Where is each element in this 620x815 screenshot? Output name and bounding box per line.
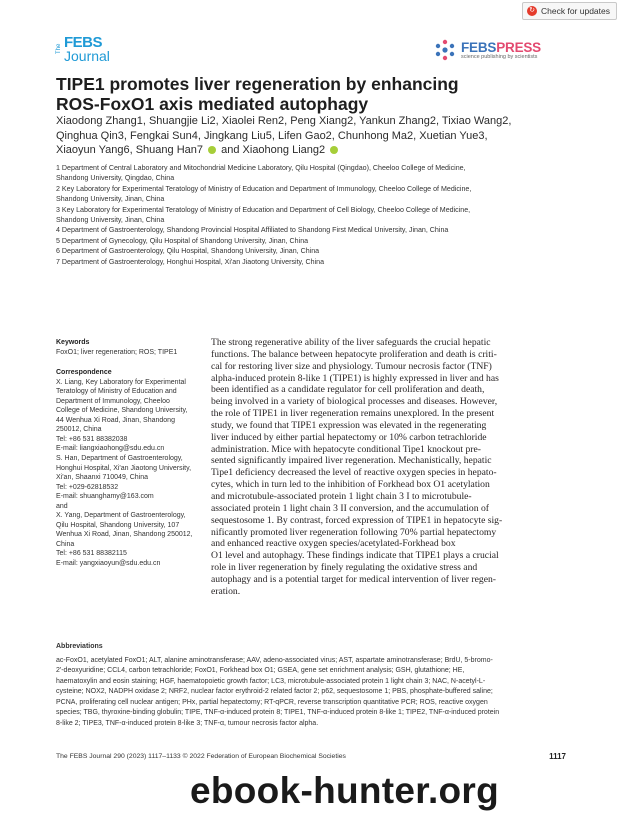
press-name-a: FEBS	[461, 40, 497, 55]
abstract-line: autophagy and is a potential target for medical intervention of liver regen-	[211, 573, 496, 585]
correspondence-line: Qilu Hospital, Shandong University, 107	[56, 521, 180, 529]
refresh-icon: ↻	[527, 6, 537, 16]
keywords-text: FoxO1; liver regeneration; ROS; TIPE1	[56, 348, 178, 356]
abstract-line: functions. The balance between hepatocyte proliferation and death is criti-	[211, 348, 497, 360]
abstract-line: and microtubule-associated protein 1 light chain 3 I to microtubule-	[211, 490, 472, 502]
affiliation-line: Shandong University, Jinan, China	[56, 216, 165, 225]
author-list	[56, 114, 576, 158]
authors-line-3b: and Xiaohong Liang2	[221, 144, 326, 156]
correspondence-line: Teratology of Ministry of Education and	[56, 388, 177, 396]
affiliation-line: 3 Key Laboratory for Experimental Teratology of Ministry of Education and Department of Cell Biology, Cheeloo College of Medicine,	[56, 205, 471, 214]
abbreviations-line: species; TBG, thyroxine-binding globulin; TIPE, TNF-α-induced protein 8; TIPE1, TNF-α-induced protein 8-like 1; TIPE2, TNF-α-induced protein	[56, 709, 500, 716]
title-line-2: ROS-FoxO1 axis mediated autophagy	[56, 94, 369, 114]
correspondence-line: Honghui Hospital, Xi'an Jiaotong University,	[56, 464, 192, 472]
abstract-line: study, we found that TIPE1 expression was elevated in the regenerating	[211, 419, 487, 431]
abstract-line: role in liver regeneration by finely regulating the oxidative stress and	[211, 562, 478, 574]
correspondence-line: Wenhua Xi Road, Jinan, Shandong 250012,	[56, 531, 193, 539]
abstract-line: sequestosome 1. By contrast, forced expression of TIPE1 in hepatocyte sig-	[211, 514, 503, 526]
abbreviations	[56, 642, 566, 729]
sidebar-metadata	[56, 338, 206, 569]
affiliation-line: 4 Department of Gastroenterology, Shandong Provincial Hospital Affiliated to Shandong First Medical University, Jinan, China	[56, 226, 449, 235]
abstract-line: cytes, which in turn led to the inhibition of Forkhead box O1 acetylation	[211, 479, 490, 491]
abstract-line: Tipe1 deficiency decreased the level of reactive oxygen species in hepato-	[211, 467, 497, 479]
abstract-line: and enhanced reactive oxygen species/acetylated-Forkhead box	[211, 538, 456, 550]
check-for-updates-button[interactable]	[522, 2, 617, 20]
febs-press-dots-icon	[434, 39, 456, 61]
correspondence-email[interactable]: E-mail: yangxiaoyun@sdu.edu.cn	[56, 560, 161, 568]
page-footer: The FEBS Journal 290 (2023) 1117–1133 © 2022 Federation of European Biochemical Societies	[56, 753, 346, 760]
watermark-text: ebook-hunter.org	[190, 770, 500, 811]
abstract-line: alpha-induced protein 8-like 1 (TIPE1) is highly expressed in liver and has	[211, 372, 499, 384]
correspondence-line: Tel: +86 531 88382038	[56, 435, 128, 443]
correspondence-line: S. Han, Department of Gastroenterology,	[56, 455, 183, 463]
abstract-line: O1 level and autophagy. These findings indicate that TIPE1 plays a crucial	[211, 550, 499, 562]
abstract-line: being involved in a variety of biological processes and diseases. However,	[211, 396, 498, 408]
correspondence-email[interactable]: E-mail: liangxiaohong@sdu.edu.cn	[56, 445, 165, 453]
correspondence-line: 44 Wenhua Xi Road, Jinan, Shandong	[56, 416, 175, 424]
abbreviations-line: cysteine; NOX2, NADPH oxidase 2; NRF2, nuclear factor erythroid-2 related factor 2; p62, sequestosome 1; PBS, phosphate-buffered saline;	[56, 688, 493, 695]
abbreviations-line: 2'-deoxyuridine; CCL4, carbon tetrachloride; FoxO1, Forkhead box O1; GSEA, gene set enrichment analysis; GSH, glutathione; HE,	[56, 667, 465, 674]
page-number: 1117	[549, 752, 566, 761]
correspondence-line: and	[56, 502, 68, 510]
abstract-line: been identified as a candidate regulator for cell proliferation and death,	[211, 384, 485, 396]
affiliation-line: Shandong University, Qingdao, China	[56, 174, 175, 183]
correspondence-line: Department of Immunology, Cheeloo	[56, 397, 170, 405]
press-tagline: science publishing by scientists	[461, 54, 538, 60]
abbreviations-heading: Abbreviations	[56, 643, 103, 650]
affiliation-line: 6 Department of Gastroenterology, Qilu Hospital, Shandong University, Jinan, China	[56, 247, 320, 256]
abbreviations-line: haematoxylin and eosin staining; HGF, haematopoietic growth factor; LC3, microtubule-associated protein 1 light chain 3; NAC, N-acetyl-L-	[56, 677, 486, 685]
abstract-line: the role of TIPE1 in liver regeneration remains unexplored. In the present	[211, 408, 495, 420]
correspondence-line: Xi'an, Shaanxi 710049, China	[56, 474, 149, 482]
affiliation-line: Shandong University, Jinan, China	[56, 195, 165, 204]
authors-line-3	[56, 143, 576, 158]
affiliation-line: 2 Key Laboratory for Experimental Teratology of Ministry of Education and Department of Immunology, Cheeloo College of Medicine,	[56, 184, 472, 193]
febs-press-logo	[434, 36, 541, 64]
abstract-line: administration. Mice with hepatocyte conditional Tipe1 knockout pre-	[211, 443, 481, 455]
affiliation-line: 1 Department of Central Laboratory and Mitochondrial Medicine Laboratory, Qilu Hospital (Qingdao), Cheeloo College of Medicine,	[56, 164, 466, 172]
correspondence-line: X. Liang, Key Laboratory for Experimental	[56, 378, 186, 386]
abbreviations-line: 8-like 2; TIPE3, TNF-α-induced protein 8-like 3; TNF-α, tumour necrosis factor alpha.	[56, 719, 319, 727]
correspondence-line: China	[56, 540, 75, 548]
correspondence-line: Tel: +86 531 88382115	[56, 550, 127, 558]
journal-logo-the: The	[56, 43, 62, 54]
authors-line-3a: Xiaoyun Yang6, Shuang Han7	[56, 144, 203, 156]
abstract-line: The strong regenerative ability of the liver safeguards the crucial hepatic	[211, 337, 491, 348]
abstract	[211, 337, 563, 598]
correspondence-line: 250012, China	[56, 426, 102, 434]
correspondence-heading: Correspondence	[56, 369, 112, 377]
abstract-line: liver induced by either partial hepatectomy or 10% carbon tetrachloride	[211, 431, 487, 443]
orcid-icon[interactable]	[208, 146, 216, 154]
press-name-b: PRESS	[496, 40, 541, 55]
correspondence-line: College of Medicine, Shandong University,	[56, 407, 188, 415]
abstract-line: sented significantly impaired liver regeneration. Mechanistically, hepatic	[211, 455, 492, 467]
authors-line-2: Qinghua Qin3, Fengkai Sun4, Jingkang Liu5, Lifen Gao2, Chunhong Ma2, Xuetian Yue3,	[56, 129, 488, 142]
title-line-1: TIPE1 promotes liver regeneration by enhancing	[56, 74, 459, 94]
journal-logo-journal: Journal	[64, 48, 110, 64]
check-for-updates-label: Check for updates	[541, 6, 610, 16]
affiliations	[56, 163, 576, 267]
article-title	[56, 74, 496, 114]
correspondence-line: X. Yang, Department of Gastroenterology,	[56, 512, 186, 520]
orcid-icon[interactable]	[330, 146, 338, 154]
abstract-line: cal for restoring liver size and physiology. Tumour necrosis factor (TNF)	[211, 360, 492, 372]
keywords-heading: Keywords	[56, 339, 90, 346]
affiliation-line: 7 Department of Gastroenterology, Honghui Hospital, Xi'an Jiaotong University, China	[56, 257, 325, 266]
correspondence-line: Tel: +029-62818532	[56, 483, 119, 491]
affiliation-line: 5 Department of Gynecology, Qilu Hospital of Shandong University, Jinan, China	[56, 236, 309, 245]
journal-logo	[56, 34, 116, 64]
abbreviations-line: ac-FoxO1, acetylated FoxO1; ALT, alanine aminotransferase; AAV, adeno-associated virus; AST, aspartate aminotransferase; BrdU, 5-bromo-	[56, 656, 493, 664]
authors-line-1: Xiaodong Zhang1, Shuangjie Li2, Xiaolei Ren2, Peng Xiang2, Yankun Zhang2, Tixiao Wang2,	[56, 115, 512, 127]
abbreviations-line: PCNA, proliferating cell nuclear antigen; PHx, partial hepatectomy; RT-qPCR, reverse transcription quantitative PCR; ROS, reactive oxygen	[56, 698, 488, 706]
abstract-line: nificantly promoted liver regeneration following 70% partial hepatectomy	[211, 526, 497, 538]
correspondence-email[interactable]: E-mail: shuanghamy@163.com	[56, 493, 154, 501]
abstract-line: eration.	[211, 585, 241, 597]
abstract-line: associated protein 1 light chain 3 II conversion, and the accumulation of	[211, 502, 489, 514]
journal-logo-febs: FEBS	[64, 34, 103, 51]
